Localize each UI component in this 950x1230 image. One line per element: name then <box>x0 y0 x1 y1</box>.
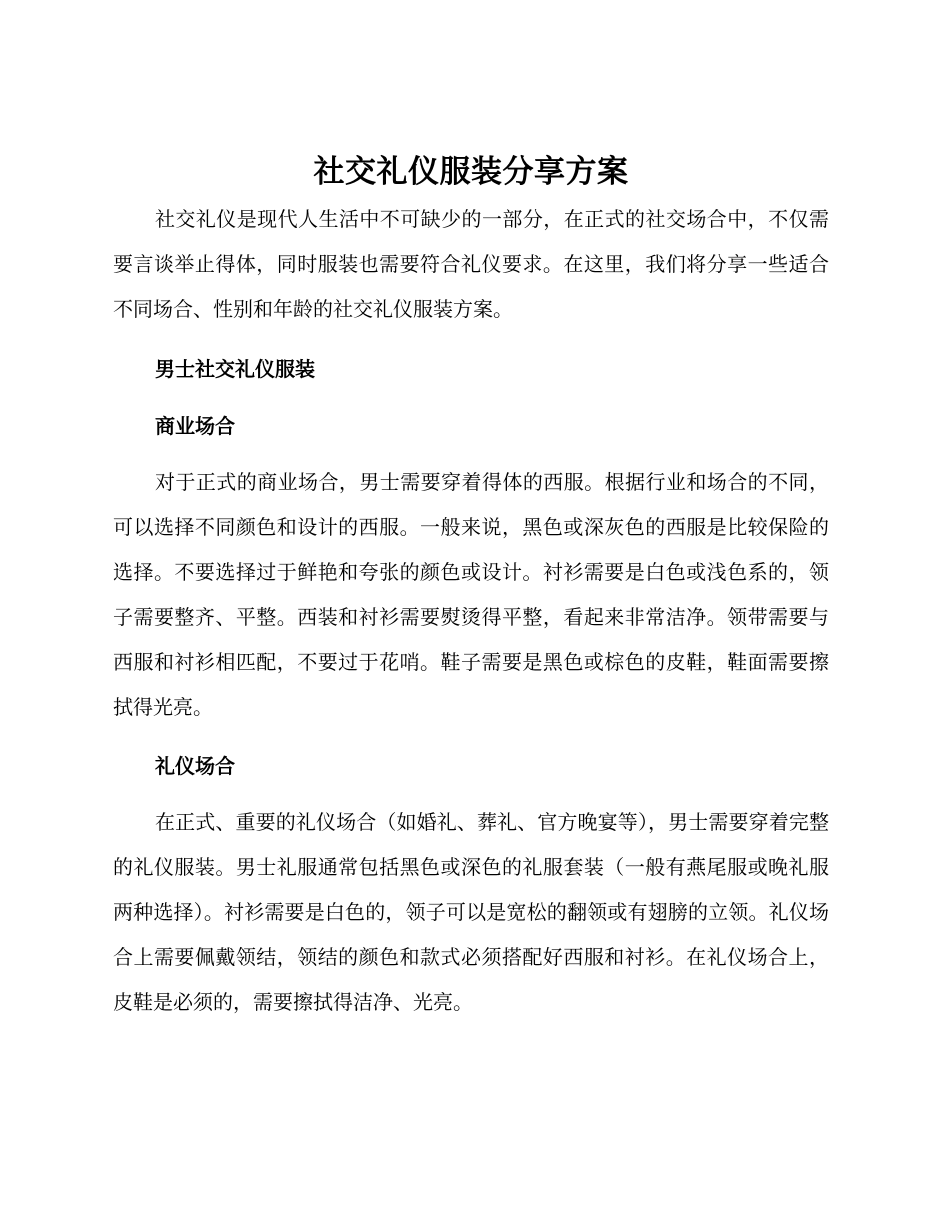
ceremony-paragraph: 在正式、重要的礼仪场合（如婚礼、葬礼、官方晚宴等），男士需要穿着完整的礼仪服装。男士礼服通常包括黑色或深色的礼服套装（一般有燕尾服或晚礼服两种选择）。衬衫需要是白色的，领子可以是宽松的翻领或有翅膀的立领。礼仪场合上需要佩戴领结，领结的颜色和款式必须搭配好西服和衬衫。在礼仪场合上，皮鞋是必须的，需要擦拭得洁净、光亮。 <box>113 810 829 1014</box>
business-paragraph: 对于正式的商业场合，男士需要穿着得体的西服。根据行业和场合的不同，可以选择不同颜色和设计的西服。一般来说，黑色或深灰色的西服是比较保险的选择。不要选择过于鲜艳和夸张的颜色或设计。衬衫需要是白色或浅色系的，领子需要整齐、平整。西装和衬衫需要熨烫得平整，看起来非常洁净。领带需要与西服和衬衫相匹配，不要过于花哨。鞋子需要是黑色或棕色的皮鞋，鞋面需要擦拭得光亮。 <box>113 470 829 719</box>
subsection-heading-business: 商业场合 <box>155 414 235 438</box>
document-title: 社交礼仪服装分享方案 <box>313 154 629 190</box>
subsection-heading-ceremony: 礼仪场合 <box>155 754 235 778</box>
section-heading-men: 男士社交礼仪服装 <box>155 357 315 381</box>
intro-paragraph: 社交礼仪是现代人生活中不可缺少的一部分，在正式的社交场合中，不仅需要言谈举止得体，同时服装也需要符合礼仪要求。在这里，我们将分享一些适合不同场合、性别和年龄的社交礼仪服装方案。 <box>113 207 829 321</box>
